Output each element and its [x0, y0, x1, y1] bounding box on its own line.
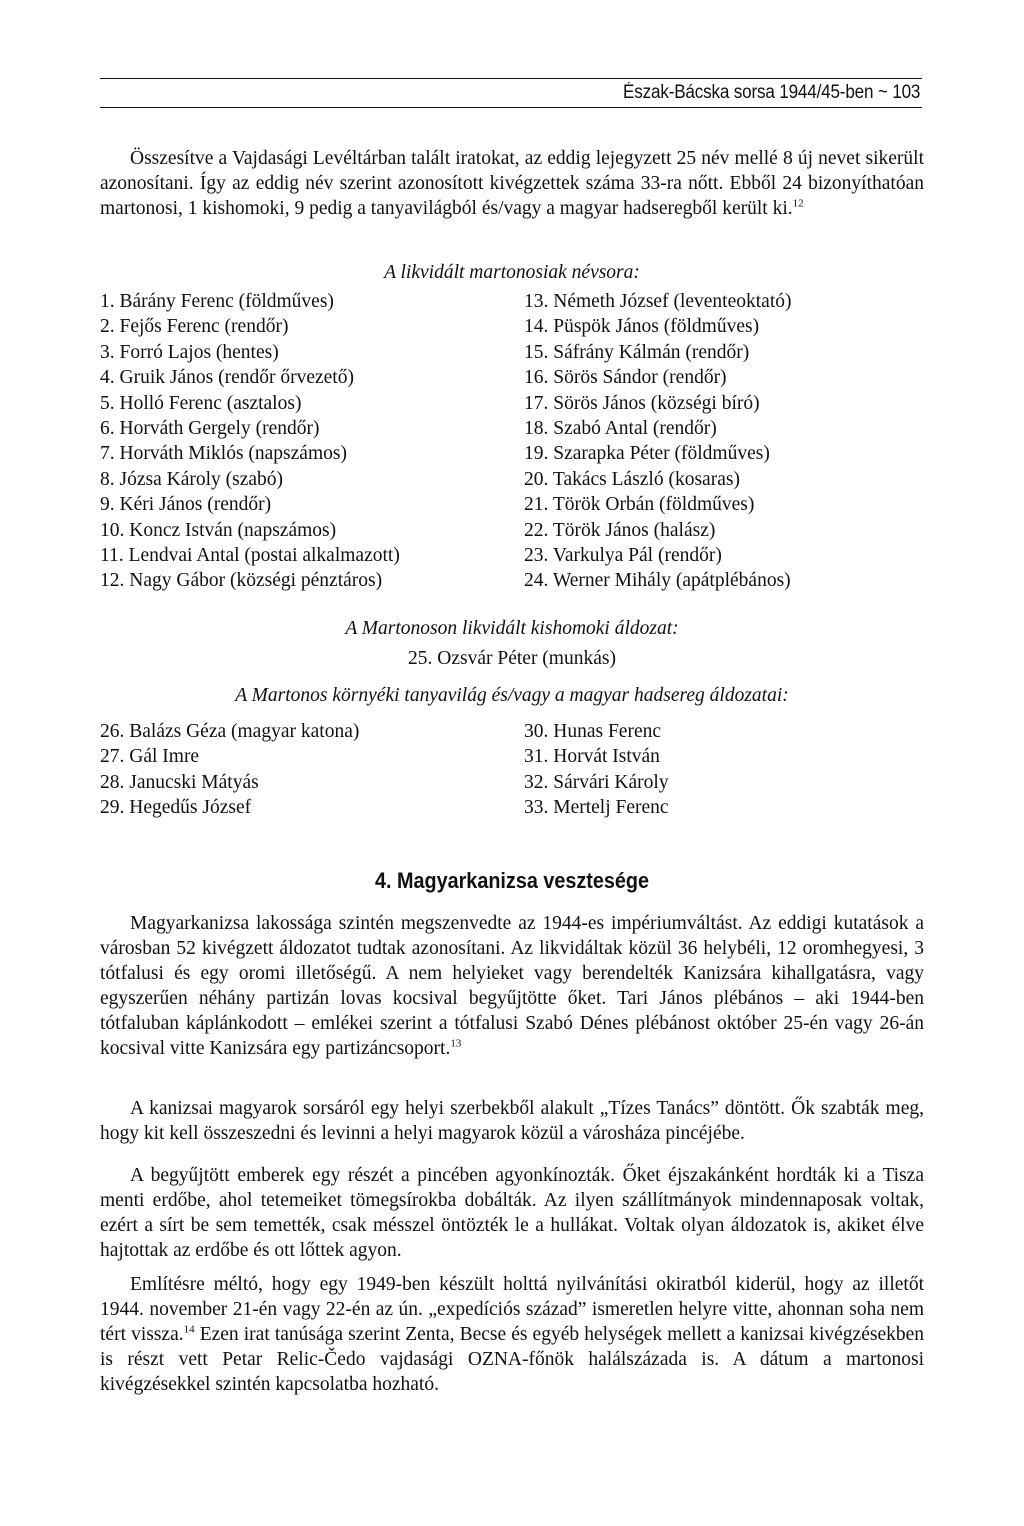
header-rule-bottom	[100, 107, 922, 108]
list-item: 29. Hegedűs József	[100, 797, 252, 819]
running-head: Észak-Bácska sorsa 1944/45-ben ~ 103	[622, 82, 920, 103]
list1-heading: A likvidált martonosiak névsora:	[384, 262, 640, 283]
header-rule-top	[100, 78, 922, 79]
list-item: 16. Sörös Sándor (rendőr)	[524, 367, 727, 389]
footnote-ref-13: 13	[450, 1037, 462, 1050]
list-item: 12. Nagy Gábor (községi pénztáros)	[100, 570, 383, 592]
footnote-ref-12: 12	[792, 197, 804, 210]
list-item: 7. Horváth Miklós (napszámos)	[100, 443, 347, 465]
section-paragraph-3: A begyűjtött emberek egy részét a pincében agyonkínozták. Őket éjszakánként hordták ki a Tisza menti erdőbe, ahol tetemeiket tömegsírokba dobálták. Az ilyen szállítmányok mindennaposak voltak, ezért a sírt be sem temették, csak mésszel öntözték le a hullákat. Voltak olyan áldozatok is, akiket élve hajtottak az erdőbe és ott lőttek agyon.	[100, 1165, 924, 1261]
list-item: 11. Lendvai Antal (postai alkalmazott)	[100, 545, 400, 567]
intro-paragraph	[100, 146, 924, 221]
list2-heading: A Martonoson likvidált kishomoki áldozat:	[345, 618, 679, 639]
list3-left-column	[100, 719, 359, 821]
list-item: 20. Takács László (kosaras)	[524, 468, 740, 490]
list1-left-column	[100, 289, 400, 594]
intro-text: Összesítve a Vajdasági Levéltárban talált iratokat, az eddig lejegyzett 25 név mellé 8 új nevet sikerült azonosítani. Így az eddig név szerint azonosított kivégzettek száma 33-ra nőtt. Ebből 24 bizonyíthatóan martonosi, 1 kishomoki, 9 pedig a tanyavilágból és/vagy a magyar hadseregből került ki.	[100, 148, 924, 219]
list-item: 19. Szarapka Péter (földműves)	[524, 443, 770, 465]
list-item: 18. Szabó Antal (rendőr)	[524, 418, 717, 440]
list-item: 30. Hunas Ferenc	[524, 721, 662, 742]
list-item: 17. Sörös János (községi bíró)	[524, 392, 760, 414]
list-item: 26. Balázs Géza (magyar katona)	[100, 721, 360, 742]
list-item: 27. Gál Imre	[100, 746, 200, 768]
list-item: 5. Holló Ferenc (asztalos)	[100, 392, 302, 414]
section-p4-text-a: Említésre méltó, hogy egy 1949-ben készült holttá nyilvánítási okiratból kiderül, hogy az illetőt 1944. november 21-én vagy 22-én az ún. „expedíciós század” ismeretlen helyre vitte, ahonnan soha nem tért vissza.	[100, 1274, 924, 1345]
list-item: 24. Werner Mihály (apátplébános)	[524, 570, 791, 592]
section-paragraph-2: A kanizsai magyarok sorsáról egy helyi szerbekből alakult „Tízes Tanács” döntött. Ők szabták meg, hogy kit kell összeszedni és levinni a helyi magyarok közül a városháza pincéjébe.	[100, 1098, 924, 1144]
section-p4-text-b: Ezen irat tanúsága szerint Zenta, Becse és egyéb helységek mellett a kanizsai kivégzésekben is részt vett Petar Relic-Čedo vajdasági OZNA-főnök halálszázada is. A dátum a martonosi kivégzésekkel szintén kapcsolatba hozható.	[100, 1324, 924, 1395]
list3-right-column	[524, 719, 669, 821]
list-item: 10. Koncz István (napszámos)	[100, 519, 337, 541]
list-item: 31. Horvát István	[524, 746, 660, 768]
list1-right-column	[524, 289, 792, 594]
list-item: 23. Varkulya Pál (rendőr)	[524, 545, 722, 567]
list-item: 22. Török János (halász)	[524, 519, 716, 541]
list-item: 6. Horváth Gergely (rendőr)	[100, 418, 320, 440]
section-p1-text: Magyarkanizsa lakossága szintén megszenvedte az 1944-es impériumváltást. Az eddigi kutatások a városban 52 kivégzett áldozatot tudtak azonosítani. Az likvidáltak közül 36 helybéli, 12 oromhegyesi, 3 tótfalusi és egy oromi illetőségű. A nem helyieket vagy berendelték Kanizsára kihallgatásra, vagy egyszerűen néhány partizán lovas kocsival begyűjtötte őket. Tari János plébános – aki 1944-ben tótfaluban káplánkodott – emlékei szerint a tótfalusi Szabó Dénes plébánost október 25-én vagy 26-án kocsival vitte Kanizsára egy partizáncsoport.	[100, 913, 924, 1059]
list-item: 3. Forró Lajos (hentes)	[100, 341, 279, 363]
list-item: 8. Józsa Károly (szabó)	[100, 468, 284, 490]
section-title: 4. Magyarkanizsa vesztesége	[374, 868, 650, 893]
list-item: 14. Püspök János (földműves)	[524, 316, 760, 338]
list-item: 13. Németh József (leventeoktató)	[524, 291, 792, 312]
list-item: 2. Fejős Ferenc (rendőr)	[100, 316, 289, 338]
list3-heading: A Martonos környéki tanyavilág és/vagy a magyar hadsereg áldozatai:	[235, 685, 789, 706]
list-item: 21. Török Orbán (földműves)	[524, 494, 755, 516]
list-item: 32. Sárvári Károly	[524, 771, 669, 793]
list-item: 4. Gruik János (rendőr őrvezető)	[100, 367, 354, 389]
list-item: 15. Sáfrány Kálmán (rendőr)	[524, 341, 750, 363]
section-paragraph-1	[100, 911, 924, 1061]
list-item: 33. Mertelj Ferenc	[524, 797, 669, 819]
list-item: 28. Janucski Mátyás	[100, 771, 259, 793]
list-item: 1. Bárány Ferenc (földműves)	[100, 291, 334, 312]
list2-item: 25. Ozsvár Péter (munkás)	[408, 648, 616, 669]
list-item: 9. Kéri János (rendőr)	[100, 494, 272, 516]
section-paragraph-4	[100, 1272, 924, 1397]
footnote-ref-14: 14	[183, 1323, 195, 1336]
